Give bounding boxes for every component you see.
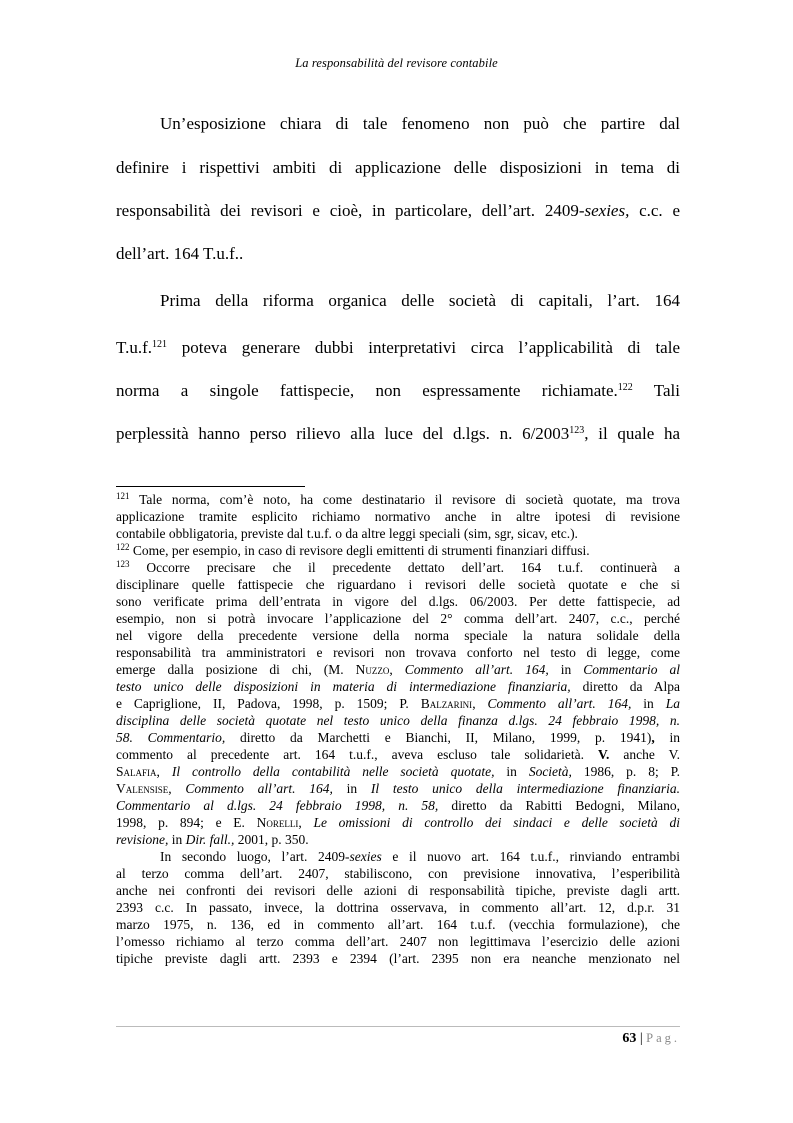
footnote-line <box>116 713 680 729</box>
footnote-line: l’omesso richiamo al terzo comma dell’art. 2407 non legittimava l’esercizio delle azioni <box>116 934 680 949</box>
author-name: Norelli <box>256 815 299 830</box>
footnote-text: , <box>156 764 172 779</box>
footnote-line: contabile obbligatoria, previste dal t.u.f. o da altre leggi speciali (sim, sgr, sicav, etc.). <box>116 526 578 541</box>
footnote-text: , <box>298 815 314 830</box>
footnote-text: diretto da Rabitti Bedogni, Milano, <box>438 798 680 813</box>
body-text: poteva generare dubbi interpretativi circa l’applicabilità di tale <box>167 338 680 357</box>
footnote-text: anche V. <box>609 747 680 762</box>
citation-title: Dir. fall., <box>185 832 235 847</box>
citation-title: revisione, <box>116 832 169 847</box>
footnote-line: 2393 c.c. In passato, invece, la dottrina osservava, in commento all’art. 12, d.p.r. 31 <box>116 900 680 915</box>
footnote-text: in <box>494 764 529 779</box>
citation-title: Commentario al <box>583 662 680 677</box>
footnote-line <box>116 696 680 712</box>
citation-title: 58. Commentario, <box>116 730 226 745</box>
body-text: T.u.f. <box>116 338 153 357</box>
footnote-separator <box>116 486 305 487</box>
citation-title: Commento all’art. 164, <box>185 781 333 796</box>
footnote-line: sono verificate prima dell’entrata in vigore del d.lgs. 06/2003. Per dette fattispecie, ad <box>116 594 680 609</box>
footnote-line <box>116 543 680 559</box>
footnote-ref: 123 <box>569 425 585 436</box>
citation-title: Commento all’art. 164, <box>487 696 632 711</box>
footnote-text: emerge dalla posizione di chi, (M. <box>116 662 356 677</box>
footnote-line: responsabilità tra amministratori e revisori non trovava conforto nel testo di legge, come <box>116 645 680 660</box>
body-line: Prima della riforma organica delle società di capitali, l’art. 164 <box>160 291 680 310</box>
footnote-line <box>116 832 680 848</box>
body-line <box>116 424 680 444</box>
footnote-text: in <box>654 730 680 745</box>
page-number-value: 63 <box>622 1031 637 1046</box>
footnote-ref: 122 <box>617 382 633 393</box>
body-italic: sexies, <box>584 201 630 220</box>
body-line <box>116 338 680 358</box>
footer-rule <box>116 1026 680 1027</box>
footnote-line <box>160 849 680 865</box>
body-line: definire i rispettivi ambiti di applicazione delle disposizioni in tema di <box>116 158 680 177</box>
page-number <box>622 1031 680 1047</box>
author-name: Valensise <box>116 781 169 796</box>
footnote-line <box>116 730 680 746</box>
author-name: Nuzzo <box>355 662 390 677</box>
footnote-line <box>116 679 680 695</box>
footnote-text: in <box>332 781 371 796</box>
footnote-text: diretto da Alpa <box>570 679 680 694</box>
footnote-line <box>116 764 680 780</box>
footnote-text: In secondo luogo, l’art. 2409- <box>160 849 350 864</box>
footnote-ref: 121 <box>152 339 168 350</box>
footnote-text: e il nuovo art. 164 t.u.f., rinviando entrambi <box>381 849 681 864</box>
footnote-text: Occorre precisare che il precedente dettato dell’art. 164 t.u.f. continuerà a <box>129 560 680 575</box>
body-text: , il quale ha <box>584 424 680 443</box>
footnote-text: e Capriglione, II, Padova, 1998, p. 1509; P. <box>116 696 421 711</box>
footnote-line: tipiche previste dagli artt. 2393 e 2394 (l’art. 2395 non era neanche menzionato nel <box>116 951 680 966</box>
footnote-text: 1986, p. 8; P. <box>571 764 681 779</box>
footnote-text: Tale norma, com’è noto, ha come destinatario il revisore di società quotate, ma trova <box>129 492 680 507</box>
page-label: Pag. <box>646 1031 680 1045</box>
footnote-text: , <box>472 696 488 711</box>
footnote-line <box>116 798 680 814</box>
footnote-number: 122 <box>116 542 130 552</box>
footnote-line: al terzo comma dell’art. 2407, stabiliscono, con previsione innovativa, l’esperibilità <box>116 866 680 881</box>
body-line: Un’esposizione chiara di tale fenomeno non può che partire dal <box>160 114 680 133</box>
citation-title: Commentario al d.lgs. 24 febbraio 1998, n. 58, <box>116 798 439 813</box>
footnote-text: in <box>168 832 186 847</box>
footnote-text: in <box>631 696 666 711</box>
author-name: Salafia <box>116 764 157 779</box>
body-text: Tali <box>632 381 680 400</box>
footnote-line <box>116 492 680 508</box>
footnote-text: , <box>389 662 405 677</box>
footnote-text: commento al precedente art. 164 t.u.f., aveva escluso tale solidarietà. <box>116 747 598 762</box>
footnote-number: 121 <box>116 491 130 501</box>
body-line <box>116 201 680 221</box>
body-line <box>116 381 680 401</box>
footnote-number: 123 <box>116 559 130 569</box>
body-line: dell’art. 164 T.u.f.. <box>116 244 244 263</box>
footnote-text: V. <box>597 747 610 762</box>
footnote-text: in <box>548 662 584 677</box>
running-header: La responsabilità del revisore contabile <box>295 56 498 70</box>
footnote-line: nel vigore della precedente versione della norma speciale la natura solidale della <box>116 628 680 643</box>
footnote-text: 2001, p. 350. <box>234 832 309 847</box>
footnote-line: anche nei confronti dei revisori delle azioni di responsabilità tipiche, previste dagli artt. <box>116 883 680 898</box>
body-text: norma a singole fattispecie, non espressamente richiamate. <box>116 381 618 400</box>
footnote-text: diretto da Marchetti e Bianchi, II, Milano, 1999, p. 1941) <box>225 730 652 745</box>
footnote-text: Come, per esempio, in caso di revisore degli emittenti di strumenti finanziari diffusi. <box>129 543 590 558</box>
footnote-line <box>116 815 680 831</box>
body-text: responsabilità dei revisori e cioè, in particolare, dell’art. 2409- <box>116 201 585 220</box>
footnote-line: disciplinare quelle fattispecie che riguardano i revisori delle società quotate e che si <box>116 577 680 592</box>
citation-title: Il testo unico della intermediazione finanziaria. <box>370 781 680 796</box>
footnote-line: applicazione tramite esplicito richiamo normativo anche in altre ipotesi di revisione <box>116 509 680 524</box>
citation-title: Società, <box>528 764 572 779</box>
footnote-line <box>116 662 680 678</box>
citation-title: Commento all’art. 164, <box>404 662 549 677</box>
footnote-line <box>116 560 680 576</box>
author-name: Balzarini <box>420 696 473 711</box>
body-text: perplessità hanno perso rilievo alla luce del d.lgs. n. 6/2003 <box>116 424 570 443</box>
footnote-line: marzo 1975, n. 136, ed in commento all’art. 164 t.u.f. (vecchia formulazione), che <box>116 917 680 932</box>
page-separator: | <box>636 1031 647 1046</box>
citation-title: testo unico delle disposizioni in materia di intermediazione finanziaria, <box>116 679 571 694</box>
footnote-line <box>116 747 680 763</box>
footnote-line: esempio, non si potrà invocare l’applicazione del 2° comma dell’art. 2407, c.c., perché <box>116 611 680 626</box>
body-text: c.c. e <box>629 201 680 220</box>
citation-title: sexies <box>349 849 382 864</box>
footnote-text: 1998, p. 894; e E. <box>116 815 257 830</box>
citation-title: disciplina delle società quotate nel testo unico della finanza d.lgs. 24 febbraio 1998, n. <box>116 713 680 728</box>
citation-title: La <box>665 696 681 711</box>
citation-title: Il controllo della contabilità nelle società quotate, <box>171 764 495 779</box>
citation-title: Le omissioni di controllo dei sindaci e delle società di <box>313 815 680 830</box>
footnote-text: , <box>651 730 655 745</box>
footnote-text: , <box>168 781 186 796</box>
footnote-line <box>116 781 680 797</box>
